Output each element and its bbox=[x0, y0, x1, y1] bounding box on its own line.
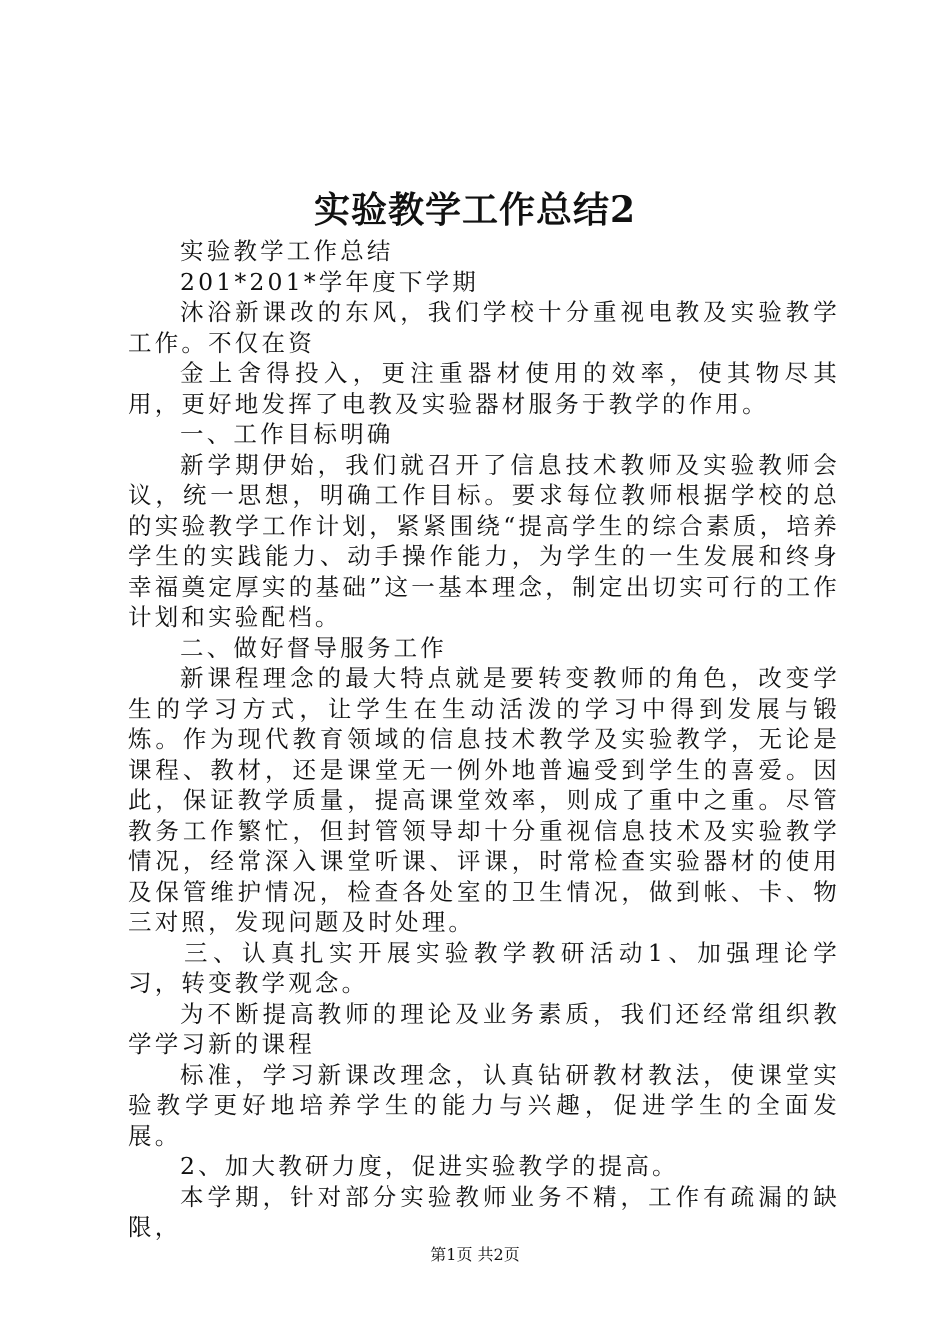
page-footer: 第1页 共2页 bbox=[430, 1245, 520, 1264]
document-body bbox=[128, 236, 840, 1243]
paragraph: 金上舍得投入，更注重器材使用的效率，使其物尽其用，更好地发挥了电教及实验器材服务于教学的作用。 bbox=[128, 359, 840, 418]
paragraph-term: 201*201*学年度下学期 bbox=[180, 267, 480, 296]
paragraph: 沐浴新课改的东风，我们学校十分重视电教及实验教学工作。不仅在资 bbox=[128, 298, 840, 357]
paragraph: 本学期，针对部分实验教师业务不精，工作有疏漏的缺限， bbox=[128, 1182, 840, 1241]
paragraph: 标准，学习新课改理念，认真钻研教材教法，使课堂实验教学更好地培养学生的能力与兴趣，促进学生的全面发展。 bbox=[128, 1060, 840, 1150]
section-heading-3: 三、认真扎实开展实验教学教研活动1、加强理论学习，转变教学观念。 bbox=[128, 938, 840, 997]
section-heading-1: 一、工作目标明确 bbox=[180, 420, 394, 448]
paragraph: 为不断提高教师的理论及业务素质，我们还经常组织教学学习新的课程 bbox=[128, 999, 840, 1058]
paragraph-heading: 实验教学工作总结 bbox=[180, 237, 394, 265]
section-heading-2: 二、做好督导服务工作 bbox=[180, 633, 447, 662]
document-title: 实验教学工作总结2 bbox=[313, 189, 637, 231]
subsection-heading: 2、加大教研力度，促进实验教学的提高。 bbox=[180, 1152, 679, 1180]
paragraph: 新学期伊始，我们就召开了信息技术教师及实验教师会议，统一思想，明确工作目标。要求每位教师根据学校的总的实验教学工作计划，紧紧围绕“提高学生的综合素质，培养学生的实践能力、动手操作能力，为学生的一生发展和终身幸福奠定厚实的基础”这一基本理念，制定出切实可行的工作计划和实验配档。 bbox=[128, 450, 840, 631]
paragraph: 新课程理念的最大特点就是要转变教师的角色，改变学生的学习方式，让学生在生动活泼的学习中得到发展与锻炼。作为现代教育领域的信息技术教学及实验教学，无论是课程、教材，还是课堂无一例外地普遍受到学生的喜爱。因此，保证教学质量，提高课堂效率，则成了重中之重。尽管教务工作繁忙，但封管领导却十分重视信息技术及实验教学情况，经常深入课堂听课、评课，时常检查实验器材的使用及保管维护情况，检查各处室的卫生情况，做到帐、卡、物三对照，发现问题及时处理。 bbox=[128, 664, 840, 936]
